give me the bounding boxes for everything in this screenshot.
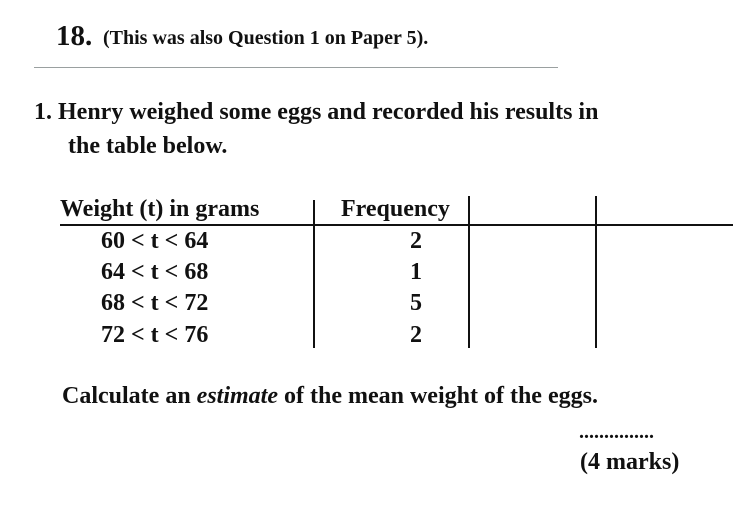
table-cell-frequency: 5 [410,290,422,316]
question-prompt [62,383,598,410]
question-number: 18. [56,20,93,52]
question-intro-line-1: 1. Henry weighed some eggs and recorded his results in [34,99,599,125]
table-cell-weight: 64 < t < 68 [101,259,209,285]
table-cell-weight: 60 < t < 64 [101,228,209,254]
table-cell-weight: 68 < t < 72 [101,290,209,316]
table-column-divider [313,200,315,348]
table-cell-frequency: 1 [410,259,422,285]
table-cell-frequency: 2 [410,322,422,348]
column-header-frequency: Frequency [341,196,450,222]
divider [34,67,558,68]
table-cell-frequency: 2 [410,228,422,254]
table-cell-weight: 72 < t < 76 [101,322,209,348]
question-intro-line-2: the table below. [68,133,228,159]
table-column-divider [595,196,597,348]
column-header-weight: Weight (t) in grams [60,196,260,222]
prompt-text-before: Calculate an [62,383,197,409]
marks-label: (4 marks) [580,449,680,475]
question-note: (This was also Question 1 on Paper 5). [103,27,429,49]
prompt-text-after: of the mean weight of the eggs. [278,383,598,409]
table-column-divider [468,196,470,348]
table-header-rule [60,224,733,226]
prompt-emphasis: estimate [196,383,278,409]
answer-line: ............... [579,421,654,443]
